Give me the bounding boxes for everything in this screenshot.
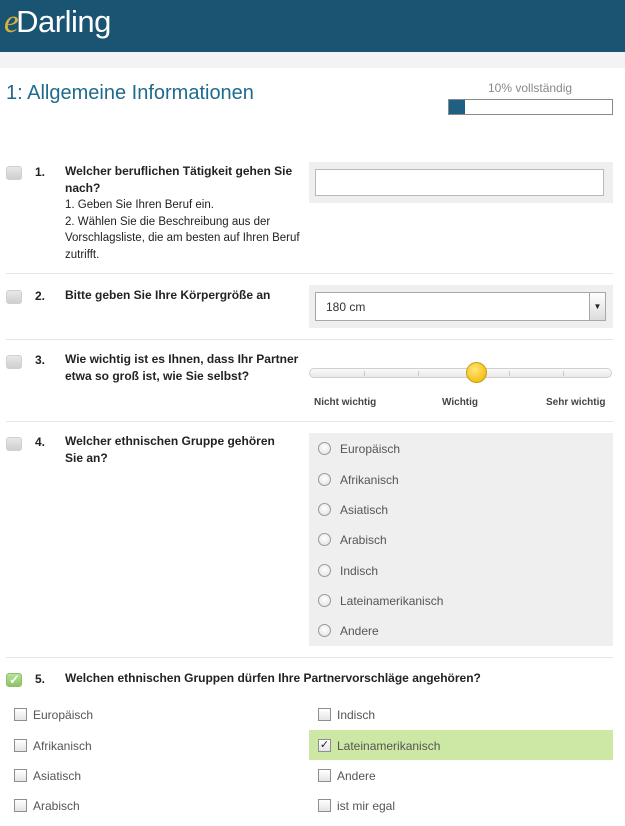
divider xyxy=(6,339,613,340)
q5-number: 5. xyxy=(35,672,46,686)
q2-status-icon xyxy=(6,290,22,304)
checkbox[interactable] xyxy=(14,769,27,782)
checkbox-checked[interactable]: ✓ xyxy=(319,739,330,751)
occupation-input[interactable] xyxy=(315,169,604,196)
q2-number: 2. xyxy=(35,289,46,303)
slider-label-low: Nicht wichtig xyxy=(314,397,377,408)
q1-question: Welcher beruflichen Tätigkeit gehen Sie nach? 1. Geben Sie Ihren Beruf ein. 2. Wählen Sie die Beschreibung aus der Vorschlagsliste, die am besten auf Ihren Beruf zutrifft. xyxy=(65,163,305,263)
radio-button[interactable] xyxy=(318,442,331,455)
radio-button[interactable] xyxy=(318,564,331,577)
q5-status-checked-icon xyxy=(6,673,22,687)
checkbox[interactable] xyxy=(318,799,331,812)
progress-fill xyxy=(449,100,465,114)
q3-number: 3. xyxy=(35,353,46,367)
checkbox[interactable] xyxy=(318,708,331,721)
radio-button[interactable] xyxy=(318,624,331,637)
q4-question: Welcher ethnischen Gruppe gehören Sie an? xyxy=(65,434,275,465)
q1-status-icon xyxy=(6,166,22,180)
q4-status-icon xyxy=(6,437,22,451)
page-title: 1: Allgemeine Informationen xyxy=(6,82,254,104)
slider-tick xyxy=(418,371,419,376)
height-select[interactable] xyxy=(315,292,606,321)
q1-help-step-2: 2. Wählen Sie die Beschreibung aus der Vorschlagsliste, die am besten auf Ihren Beruf zutrifft. xyxy=(65,215,300,261)
checkbox[interactable] xyxy=(14,708,27,721)
slider-label-mid: Wichtig xyxy=(442,397,479,408)
q4-number: 4. xyxy=(35,435,46,449)
slider-tick xyxy=(509,371,510,376)
importance-slider-track[interactable] xyxy=(309,368,612,378)
chevron-down-icon[interactable]: ▼ xyxy=(589,293,605,320)
q1-help-step-1: 1. Geben Sie Ihren Beruf ein. xyxy=(65,199,214,211)
q5-question: Welchen ethnischen Gruppen dürfen Ihre Partnervorschläge angehören? xyxy=(65,671,481,685)
q1-number: 1. xyxy=(35,165,46,179)
slider-label-high: Sehr wichtig xyxy=(546,397,606,408)
checkbox[interactable] xyxy=(318,769,331,782)
checkbox[interactable] xyxy=(14,799,27,812)
checkbox[interactable] xyxy=(14,739,27,752)
q3-question: Wie wichtig ist es Ihnen, dass Ihr Partner etwa so groß ist, wie Sie selbst? xyxy=(65,352,299,383)
divider xyxy=(6,421,613,422)
radio-button[interactable] xyxy=(318,533,331,546)
top-header xyxy=(0,0,625,52)
radio-button[interactable] xyxy=(318,473,331,486)
edarling-logo[interactable]: eDarling xyxy=(4,4,111,40)
sub-header-bar xyxy=(0,52,625,68)
q3-status-icon xyxy=(6,355,22,369)
slider-tick xyxy=(364,371,365,376)
q2-question: Bitte geben Sie Ihre Körpergröße an xyxy=(65,288,271,302)
importance-slider-thumb[interactable] xyxy=(466,362,487,383)
slider-tick xyxy=(563,371,564,376)
progress-label: 10% vollständig xyxy=(488,81,573,95)
radio-button[interactable] xyxy=(318,594,331,607)
radio-button[interactable] xyxy=(318,503,331,516)
divider xyxy=(6,273,613,274)
divider xyxy=(6,657,613,658)
height-select-value: 180 cm xyxy=(326,300,366,314)
progress-bar xyxy=(448,99,613,115)
